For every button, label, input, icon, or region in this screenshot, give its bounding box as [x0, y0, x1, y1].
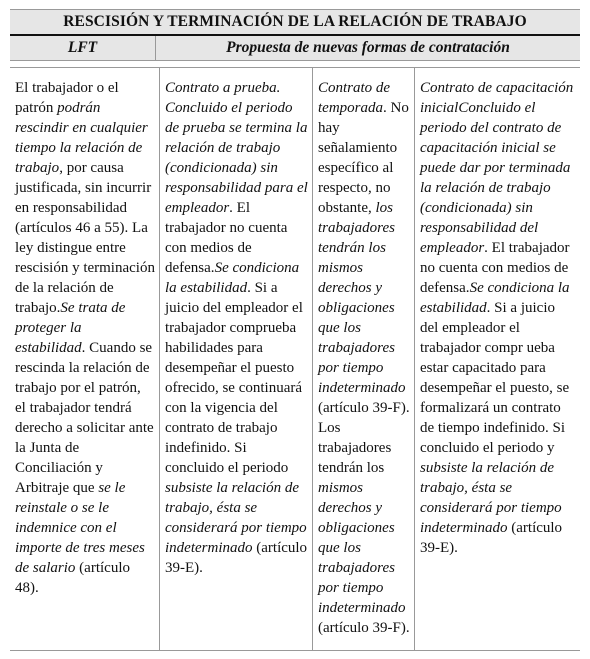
italic-text-segment: Se condiciona la estabilidad: [165, 260, 300, 296]
header-row: [10, 36, 580, 61]
text-segment: , por causa justificada, sin incurrir en responsabilidad (artículos 46 a 55). La ley distingue entre rescisión y terminación de la relación de trabajo.: [15, 160, 155, 316]
italic-text-segment: se le reinstale o se le indemnice con el importe de tres meses de salario: [15, 480, 145, 576]
italic-text-segment: subsiste la relación de trabajo, ésta se considerará por tiempo indeterminado: [165, 480, 307, 556]
header-propuesta: Propuesta de nuevas formas de contratación: [226, 39, 510, 56]
cell-contrato-prueba: [160, 68, 313, 650]
text-segment: . Cuando se rescinda la relación de trabajo por el patrón, el trabajador tendrá derecho a solicitar ante la Junta de Conciliación y Arbitraje que: [15, 340, 154, 496]
cell-lft: [10, 68, 160, 650]
italic-text-segment: Contrato a prueba. Concluido el periodo de prueba se termina la relación de trabajo (condicionada) sin responsabilidad para el empleador: [165, 80, 308, 216]
text-segment: (artículo 39-E).: [165, 540, 308, 576]
header-lft: LFT: [10, 36, 156, 60]
italic-text-segment: Se condiciona la estabilidad: [420, 280, 570, 316]
italic-text-segment: subsiste la relación de trabajo, ésta se considerará por tiempo indeterminado: [420, 460, 562, 536]
text-segment: (artículo 39-F). Los trabajadores tendrán los: [318, 400, 410, 476]
italic-text-segment: mismos derechos y obligaciones que los trabajadores por tiempo indeterminado: [318, 480, 406, 616]
cell-contrato-temporada: [313, 68, 415, 650]
italic-text-segment: los trabajadores tendrán los mismos derechos y obligaciones que los trabajadores por tiempo indeterminado: [318, 200, 406, 396]
italic-text-segment: Contrato de capacitación inicialConcluido el periodo del contrato de capacitación inicial se puede dar por terminada la relación de trabajo (condicionada) sin responsabilidad del empleador: [420, 80, 574, 256]
text-segment: . Si a juicio del empleador el trabajador comprueba habilidades para desempeñar el puesto ofrecido, se continuará con la vigencia del contrato de trabajo indefinido. Si concluido el periodo: [165, 280, 303, 476]
text-segment: . No hay señalamiento específico al respecto, no obstante,: [318, 100, 409, 216]
table-title: RESCISIÓN Y TERMINACIÓN DE LA RELACIÓN DE TRABAJO: [10, 9, 580, 34]
italic-text-segment: Se trata de proteger la estabilidad: [15, 300, 126, 356]
text-segment: . El trabajador no cuenta con medios de defensa.: [165, 200, 288, 276]
text-segment: (artículo 39-E).: [420, 520, 563, 556]
table-row: [10, 68, 580, 651]
cell-contrato-capacitacion: [415, 68, 580, 650]
text-segment: . El trabajador no cuenta con medios de defensa.: [420, 240, 570, 296]
italic-text-segment: Contrato de temporada: [318, 80, 391, 116]
text-segment: (artículo 39-F).: [318, 620, 410, 636]
text-segment: El trabajador o el patrón: [15, 80, 119, 116]
text-segment: . Si a juicio del empleador el trabajador compr ueba estar capacitado para desempeñar el puesto, se formalizará un contrato de tiempo indefinido. Si concluido el periodo y: [420, 300, 570, 456]
comparison-table: [10, 9, 580, 651]
italic-text-segment: podrán rescindir en cualquier tiempo la relación de trabajo: [15, 100, 148, 176]
text-segment: (artículo 48).: [15, 560, 130, 596]
